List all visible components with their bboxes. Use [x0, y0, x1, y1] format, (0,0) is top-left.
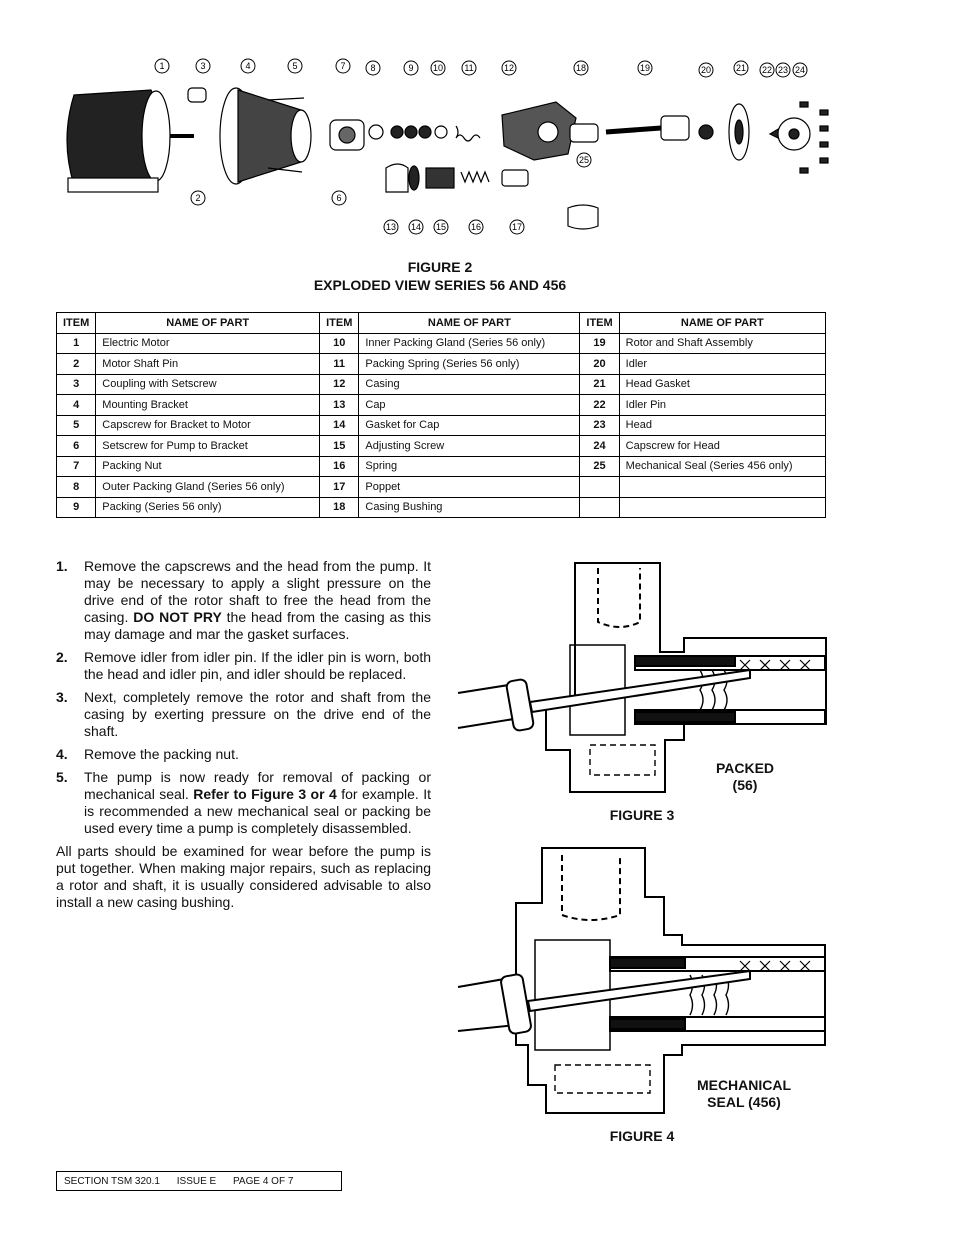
item-number-cell: 18 — [320, 497, 359, 518]
callout-number: 16 — [470, 222, 482, 232]
step-number: 1. — [56, 558, 68, 574]
figure4-label — [688, 1077, 800, 1111]
callout-number: 23 — [777, 65, 789, 75]
table-row — [57, 374, 826, 395]
table-row — [57, 497, 826, 518]
parts-table — [56, 312, 826, 518]
table-row — [57, 456, 826, 477]
part-name-cell: Rotor and Shaft Assembly — [619, 333, 825, 354]
step-text-lead: Next, completely remove the rotor and shaft from the casing by exerting pressure on the drive end of the shaft. — [84, 689, 431, 739]
column-header: NAME OF PART — [619, 313, 825, 334]
part-name-cell: Motor Shaft Pin — [96, 354, 320, 375]
callout-number: 20 — [700, 65, 712, 75]
casing-drawing — [502, 102, 576, 160]
rotor-shaft-drawing — [606, 116, 689, 140]
item-number-cell: 23 — [580, 415, 619, 436]
part-name-cell: Mechanical Seal (Series 456 only) — [619, 456, 825, 477]
step-number: 2. — [56, 649, 68, 665]
step-number: 5. — [56, 769, 68, 785]
callout-number: 9 — [408, 63, 414, 73]
column-header: ITEM — [57, 313, 96, 334]
disassembly-steps — [56, 558, 431, 925]
figure4-label-line1: MECHANICAL — [696, 1077, 792, 1093]
callout-number: 10 — [432, 63, 444, 73]
mounting-bracket-drawing — [220, 88, 311, 184]
step-text-tail: for example. It is recommended a new mechanical seal or packing be used every time a pump is completely disassembled. — [84, 786, 432, 836]
callout-number: 8 — [370, 63, 376, 73]
page-footer — [56, 1171, 342, 1191]
table-row — [57, 395, 826, 416]
callout-number: 3 — [200, 61, 206, 71]
part-name-cell: Idler — [619, 354, 825, 375]
footer-issue: ISSUE E — [176, 1176, 217, 1187]
step-item — [56, 769, 431, 837]
table-row — [57, 436, 826, 457]
step-number: 3. — [56, 689, 68, 705]
column-header: ITEM — [580, 313, 619, 334]
callout-number: 1 — [159, 61, 165, 71]
table-row — [57, 354, 826, 375]
item-number-cell: 16 — [320, 456, 359, 477]
item-number-cell: 14 — [320, 415, 359, 436]
item-number-cell: 21 — [580, 374, 619, 395]
part-name-cell — [619, 477, 825, 498]
callout-number: 14 — [410, 222, 422, 232]
table-row — [57, 415, 826, 436]
item-number-cell: 8 — [57, 477, 96, 498]
item-number-cell: 6 — [57, 436, 96, 457]
part-name-cell: Packing Nut — [96, 456, 320, 477]
electric-motor-drawing — [67, 88, 206, 192]
item-number-cell: 1 — [57, 333, 96, 354]
callout-number: 25 — [578, 155, 590, 165]
item-number-cell: 3 — [57, 374, 96, 395]
item-number-cell: 17 — [320, 477, 359, 498]
item-number-cell: 7 — [57, 456, 96, 477]
callout-number: 2 — [195, 193, 201, 203]
step-text-emphasis: Refer to Figure 3 or 4 — [193, 786, 337, 802]
callout-number: 19 — [639, 63, 651, 73]
footer-section: SECTION TSM 320.1 — [64, 1176, 160, 1187]
callout-number: 18 — [575, 63, 587, 73]
step-text-lead: Remove the packing nut. — [84, 746, 239, 762]
part-name-cell: Setscrew for Pump to Bracket — [96, 436, 320, 457]
item-number-cell — [580, 477, 619, 498]
step-item — [56, 649, 431, 683]
part-name-cell: Capscrew for Bracket to Motor — [96, 415, 320, 436]
step-text — [84, 769, 431, 837]
item-number-cell — [580, 497, 619, 518]
part-name-cell: Coupling with Setscrew — [96, 374, 320, 395]
figure3-label — [700, 760, 790, 794]
part-name-cell: Inner Packing Gland (Series 56 only) — [359, 333, 580, 354]
figure4-mechanical-seal-drawing — [450, 845, 830, 1115]
part-name-cell: Capscrew for Head — [619, 436, 825, 457]
step-text-lead: Remove the capscrews and the head from the pump. It may be necessary to apply a slight pressure on the drive end of the rotor shaft to free the head from the casing. — [84, 558, 431, 625]
part-name-cell: Packing (Series 56 only) — [96, 497, 320, 518]
column-header: NAME OF PART — [359, 313, 580, 334]
part-name-cell: Head — [619, 415, 825, 436]
step-item — [56, 746, 431, 763]
item-number-cell: 9 — [57, 497, 96, 518]
column-header: NAME OF PART — [96, 313, 320, 334]
part-name-cell: Idler Pin — [619, 395, 825, 416]
part-name-cell: Poppet — [359, 477, 580, 498]
step-item — [56, 689, 431, 740]
item-number-cell: 15 — [320, 436, 359, 457]
inspection-paragraph: All parts should be examined for wear before the pump is put together. When making major repairs, such as replacing a rotor and shaft, it is usually considered advisable to also install a new casing bushing. — [56, 843, 431, 910]
figure2-subtitle: EXPLODED VIEW SERIES 56 AND 456 — [313, 277, 567, 293]
item-number-cell: 20 — [580, 354, 619, 375]
part-name-cell: Outer Packing Gland (Series 56 only) — [96, 477, 320, 498]
callout-number: 22 — [761, 65, 773, 75]
part-name-cell: Packing Spring (Series 56 only) — [359, 354, 580, 375]
step-text — [84, 558, 431, 643]
footer-page: PAGE 4 OF 7 — [233, 1176, 294, 1187]
item-number-cell: 5 — [57, 415, 96, 436]
callout-number: 5 — [292, 61, 298, 71]
callout-number: 13 — [385, 222, 397, 232]
callout-number: 24 — [794, 65, 806, 75]
callout-number: 4 — [245, 61, 251, 71]
column-header: ITEM — [320, 313, 359, 334]
callout-number: 17 — [511, 222, 523, 232]
item-number-cell: 10 — [320, 333, 359, 354]
figure2-title: FIGURE 2 — [407, 259, 473, 275]
figure3-caption: FIGURE 3 — [609, 807, 675, 823]
step-item — [56, 558, 431, 643]
item-number-cell: 19 — [580, 333, 619, 354]
item-number-cell: 12 — [320, 374, 359, 395]
callout-number: 15 — [435, 222, 447, 232]
item-number-cell: 13 — [320, 395, 359, 416]
part-name-cell: Adjusting Screw — [359, 436, 580, 457]
item-number-cell: 11 — [320, 354, 359, 375]
callout-number: 6 — [336, 193, 342, 203]
figure3-label-line1: PACKED — [715, 760, 775, 776]
callout-number: 7 — [340, 61, 346, 71]
figure3-label-line2: (56) — [732, 777, 758, 793]
part-name-cell: Electric Motor — [96, 333, 320, 354]
figure4-label-line2: SEAL (456) — [707, 1094, 781, 1110]
step-number: 4. — [56, 746, 68, 762]
exploded-view-illustration — [56, 50, 846, 240]
part-name-cell — [619, 497, 825, 518]
part-name-cell: Casing — [359, 374, 580, 395]
part-name-cell: Cap — [359, 395, 580, 416]
step-text-tail: the head from the casing as this may damage and mar the gasket surfaces. — [84, 609, 431, 642]
part-name-cell: Head Gasket — [619, 374, 825, 395]
step-text-lead: The pump is now ready for removal of packing or mechanical seal. — [84, 769, 431, 802]
item-number-cell: 2 — [57, 354, 96, 375]
part-name-cell: Casing Bushing — [359, 497, 580, 518]
step-text-lead: Remove idler from idler pin. If the idler pin is worn, both the head and idler pin, and idler should be replaced. — [84, 649, 431, 682]
step-text — [84, 746, 431, 763]
step-text — [84, 689, 431, 740]
item-number-cell: 4 — [57, 395, 96, 416]
table-row — [57, 477, 826, 498]
step-text-emphasis: DO NOT PRY — [133, 609, 222, 625]
callout-number: 12 — [503, 63, 515, 73]
step-text — [84, 649, 431, 683]
packing-rings-drawing — [369, 125, 480, 141]
callout-number: 11 — [464, 63, 474, 73]
item-number-cell: 25 — [580, 456, 619, 477]
part-name-cell: Gasket for Cap — [359, 415, 580, 436]
part-name-cell: Mounting Bracket — [96, 395, 320, 416]
callout-number: 21 — [735, 63, 747, 73]
table-row — [57, 333, 826, 354]
item-number-cell: 24 — [580, 436, 619, 457]
item-number-cell: 22 — [580, 395, 619, 416]
figure2-caption — [240, 258, 640, 294]
table-header-row — [57, 313, 826, 334]
part-name-cell: Spring — [359, 456, 580, 477]
figure4-caption: FIGURE 4 — [609, 1128, 675, 1144]
